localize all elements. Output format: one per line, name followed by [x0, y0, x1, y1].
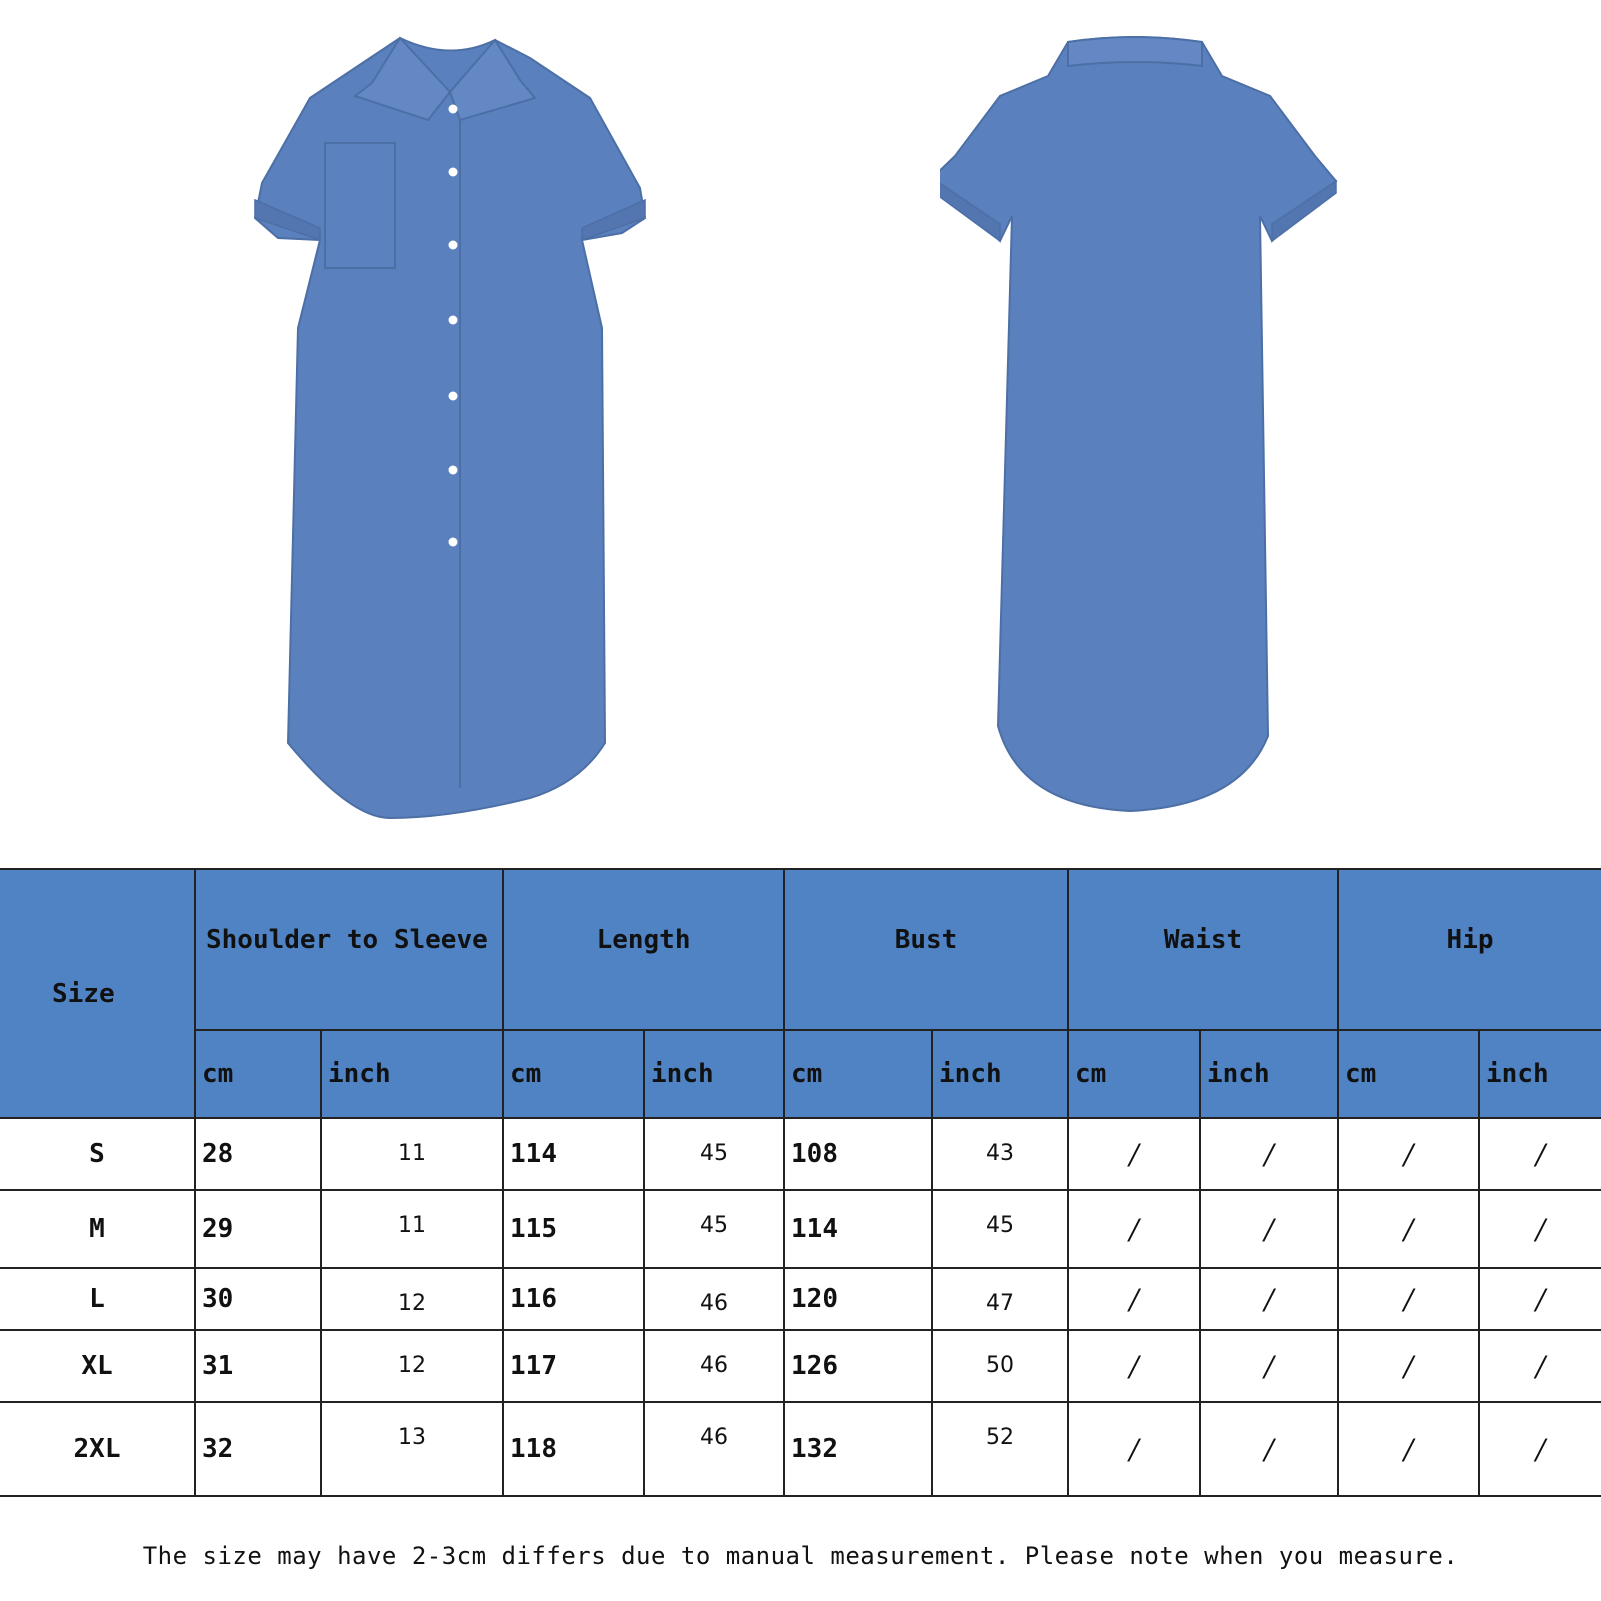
table-row [0, 1268, 1601, 1330]
dress-back-body [940, 37, 1336, 811]
value-cell: / [1479, 1190, 1601, 1268]
value-cell: / [1200, 1268, 1338, 1330]
value-cell: / [1479, 1118, 1601, 1190]
button-icon [449, 168, 458, 177]
unit-inch: inch [932, 1030, 1068, 1118]
unit-inch: inch [321, 1030, 503, 1118]
value-cell: / [1068, 1118, 1200, 1190]
value-cell: / [1338, 1402, 1479, 1496]
value-cell: 46 [644, 1330, 784, 1402]
value-cell: / [1200, 1402, 1338, 1496]
value-cell: 132 [784, 1402, 932, 1496]
value-cell: 31 [195, 1330, 321, 1402]
unit-cm: cm [1338, 1030, 1479, 1118]
button-icon [449, 316, 458, 325]
value-cell: / [1068, 1268, 1200, 1330]
value-cell: 12 [321, 1330, 503, 1402]
group-header-length: Length [503, 869, 784, 1030]
value-cell: 11 [321, 1190, 503, 1268]
dress-front-body [255, 38, 645, 818]
unit-inch: inch [644, 1030, 784, 1118]
value-cell: 45 [644, 1118, 784, 1190]
value-cell: 117 [503, 1330, 644, 1402]
value-cell: 45 [932, 1190, 1068, 1268]
value-cell: 108 [784, 1118, 932, 1190]
value-cell: 46 [644, 1268, 784, 1330]
table-row [0, 1118, 1601, 1190]
value-cell: 12 [321, 1268, 503, 1330]
value-cell: / [1200, 1330, 1338, 1402]
table-row [0, 1402, 1601, 1496]
value-cell: 32 [195, 1402, 321, 1496]
value-cell: 47 [932, 1268, 1068, 1330]
value-cell: 28 [195, 1118, 321, 1190]
unit-inch: inch [1200, 1030, 1338, 1118]
table-row [0, 1190, 1601, 1268]
dress-back-image [940, 36, 1360, 836]
value-cell: 13 [321, 1402, 503, 1496]
dress-front-image [250, 28, 670, 838]
value-cell: / [1338, 1118, 1479, 1190]
unit-inch: inch [1479, 1030, 1601, 1118]
unit-cm: cm [784, 1030, 932, 1118]
back-collar [1068, 37, 1202, 66]
value-cell: / [1200, 1118, 1338, 1190]
value-cell: 11 [321, 1118, 503, 1190]
size-chart-table [0, 868, 1601, 1497]
unit-cm: cm [1068, 1030, 1200, 1118]
value-cell: / [1068, 1402, 1200, 1496]
value-cell: 29 [195, 1190, 321, 1268]
value-cell: 126 [784, 1330, 932, 1402]
value-cell: 118 [503, 1402, 644, 1496]
group-header-hip: Hip [1338, 869, 1601, 1030]
size-cell: L [0, 1268, 195, 1330]
size-column-header: Size [0, 869, 195, 1118]
group-header-bust: Bust [784, 869, 1068, 1030]
value-cell: 30 [195, 1268, 321, 1330]
size-cell: XL [0, 1330, 195, 1402]
unit-cm: cm [195, 1030, 321, 1118]
button-icon [449, 466, 458, 475]
value-cell: / [1479, 1402, 1601, 1496]
table-unit-row [0, 1030, 1601, 1118]
value-cell: 52 [932, 1402, 1068, 1496]
value-cell: / [1338, 1330, 1479, 1402]
value-cell: / [1338, 1190, 1479, 1268]
unit-cm: cm [503, 1030, 644, 1118]
table-row [0, 1330, 1601, 1402]
value-cell: 120 [784, 1268, 932, 1330]
value-cell: 45 [644, 1190, 784, 1268]
value-cell: / [1068, 1330, 1200, 1402]
button-icon [449, 538, 458, 547]
value-cell: 50 [932, 1330, 1068, 1402]
measurement-note: The size may have 2-3cm differs due to manual measurement. Please note when you measure. [142, 1542, 1459, 1570]
button-icon [449, 392, 458, 401]
value-cell: / [1200, 1190, 1338, 1268]
value-cell: / [1338, 1268, 1479, 1330]
size-cell: 2XL [0, 1402, 195, 1496]
size-cell: S [0, 1118, 195, 1190]
button-icon [449, 241, 458, 250]
value-cell: / [1479, 1330, 1601, 1402]
group-header-shoulder-to-sleeve: Shoulder to Sleeve [195, 869, 503, 1030]
value-cell: 115 [503, 1190, 644, 1268]
chest-pocket [325, 143, 395, 268]
value-cell: 46 [644, 1402, 784, 1496]
group-header-waist: Waist [1068, 869, 1338, 1030]
value-cell: 114 [503, 1118, 644, 1190]
value-cell: 116 [503, 1268, 644, 1330]
value-cell: 43 [932, 1118, 1068, 1190]
table-header-row [0, 869, 1601, 1030]
size-cell: M [0, 1190, 195, 1268]
value-cell: / [1068, 1190, 1200, 1268]
button-icon [449, 105, 458, 114]
value-cell: 114 [784, 1190, 932, 1268]
value-cell: / [1479, 1268, 1601, 1330]
